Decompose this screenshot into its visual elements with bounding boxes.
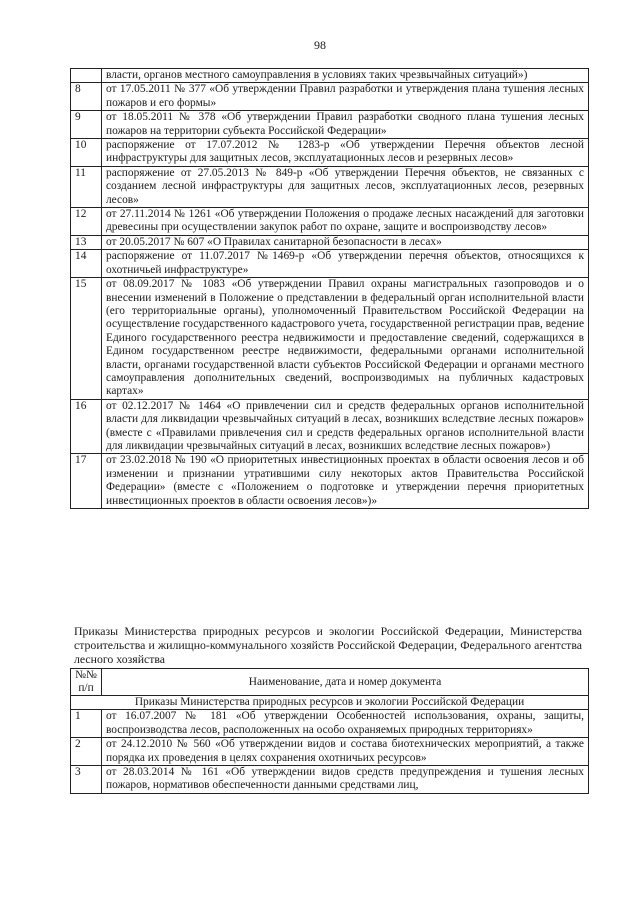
row-number: 8 <box>71 83 102 111</box>
row-number: 9 <box>71 111 102 139</box>
header-number: №№ п/п <box>71 669 102 696</box>
table-row <box>71 139 589 167</box>
row-document-text: от 23.02.2018 № 190 «О приоритетных инвестиционных проектах в области освоения лесов и об изменении и признании утратившими силу некоторых актов Правительства Российской Федерации» (вместе с «Положением о подготовке и утверждении перечня приоритетных инвестиционных проектов в области освоения лесов»)» <box>102 454 589 509</box>
row-number: 14 <box>71 250 102 278</box>
table-row <box>71 399 589 454</box>
table-row <box>71 69 589 83</box>
section-heading: Приказы Министерства природных ресурсов и экологии Российской Федерации, Министерства строительства и жилищно-коммунального хозяйств Российской Федерации, Федерального агентства лесного хозяйства <box>74 624 582 666</box>
row-number: 10 <box>71 139 102 167</box>
row-number: 15 <box>71 278 102 400</box>
row-number: 13 <box>71 235 102 249</box>
table-row <box>71 738 589 766</box>
row-document-text: от 17.05.2011 № 377 «Об утверждении Правил разработки и утверждения плана тушения лесных пожаров и его формы» <box>102 83 589 111</box>
subheader-ministry: Приказы Министерства природных ресурсов и экологии Российской Федерации <box>71 696 589 710</box>
row-number: 17 <box>71 454 102 509</box>
row-document-text: от 20.05.2017 № 607 «О Правилах санитарной безопасности в лесах» <box>102 235 589 249</box>
row-document-text: от 16.07.2007 № 181 «Об утверждении Особенностей использования, охраны, защиты, воспроизводства лесов, расположенных на особо охраняемых природных территориях» <box>102 710 589 738</box>
table-row <box>71 83 589 111</box>
row-number: 1 <box>71 710 102 738</box>
row-number <box>71 69 102 83</box>
table-row <box>71 710 589 738</box>
government-acts-table <box>70 68 589 509</box>
row-document-text: от 24.12.2010 № 560 «Об утверждении видов и состава биотехнических мероприятий, а также порядка их проведения в целях сохранения охотничьих ресурсов» <box>102 738 589 766</box>
row-document-text: власти, органов местного самоуправления в условиях таких чрезвычайных ситуаций») <box>102 69 589 83</box>
row-number: 11 <box>71 166 102 207</box>
table-row <box>71 250 589 278</box>
page-number: 98 <box>314 38 326 52</box>
row-document-text: от 02.12.2017 № 1464 «О привлечении сил и средств федеральных органов исполнительной власти для ликвидации чрезвычайных ситуаций в лесах, возникших вследствие лесных пожаров» (вместе с «Правилами привлечения сил и средств федеральных органов исполнительной власти для ликвидации чрезвычайных ситуаций в лесах, возникших вследствие лесных пожаров») <box>102 399 589 454</box>
row-number: 12 <box>71 208 102 236</box>
row-document-text: от 18.05.2011 № 378 «Об утверждении Правил разработки сводного плана тушения лесных пожаров на территории субъекта Российской Федерации» <box>102 111 589 139</box>
table-row <box>71 235 589 249</box>
table-row <box>71 454 589 509</box>
table-row <box>71 278 589 400</box>
header-document-name: Наименование, дата и номер документа <box>102 669 589 696</box>
table-row <box>71 166 589 207</box>
row-number: 3 <box>71 766 102 794</box>
ministry-orders-table <box>70 668 589 794</box>
table-row <box>71 111 589 139</box>
row-document-text: от 27.11.2014 № 1261 «Об утверждении Положения о продаже лесных насаждений для заготовки древесины при осуществлении закупок работ по охране, защите и воспроизводству лесов» <box>102 208 589 236</box>
row-document-text: распоряжение от 17.07.2012 № 1283-р «Об утверждении Перечня объектов лесной инфраструктуры для защитных лесов, эксплуатационных лесов и резервных лесов» <box>102 139 589 167</box>
row-document-text: от 08.09.2017 № 1083 «Об утверждении Правил охраны магистральных газопроводов и о внесении изменений в Положение о представлении в федеральный орган исполнительной власти (его территориальные органы), уполномоченный Правительством Российской Федерации на осуществление государственного кадастрового учета, государственной регистрации прав, ведение Единого государственного реестра недвижимости и предоставление сведений, содержащихся в Едином государственном реестре недвижимости, федеральными органами исполнительной власти, органами государственной власти субъектов Российской Федерации и органами местного самоуправления дополнительных сведений, воспроизводимых на публичных кадастровых картах» <box>102 278 589 400</box>
row-number: 2 <box>71 738 102 766</box>
table-subheader-row <box>71 696 589 710</box>
table-row <box>71 766 589 794</box>
table-header-row <box>71 669 589 696</box>
table-row <box>71 208 589 236</box>
row-number: 16 <box>71 399 102 454</box>
row-document-text: от 28.03.2014 № 161 «Об утверждении видов средств предупреждения и тушения лесных пожаров, нормативов обеспеченности данными средствами лиц, <box>102 766 589 794</box>
row-document-text: распоряжение от 11.07.2017 №1469-р «Об утверждении перечня объектов, относящихся к охотничьей инфраструктуре» <box>102 250 589 278</box>
row-document-text: распоряжение от 27.05.2013 № 849-р «Об утверждении Перечня объектов, не связанных с созданием лесной инфраструктуры для защитных лесов, эксплуатационных лесов, резервных лесов» <box>102 166 589 207</box>
